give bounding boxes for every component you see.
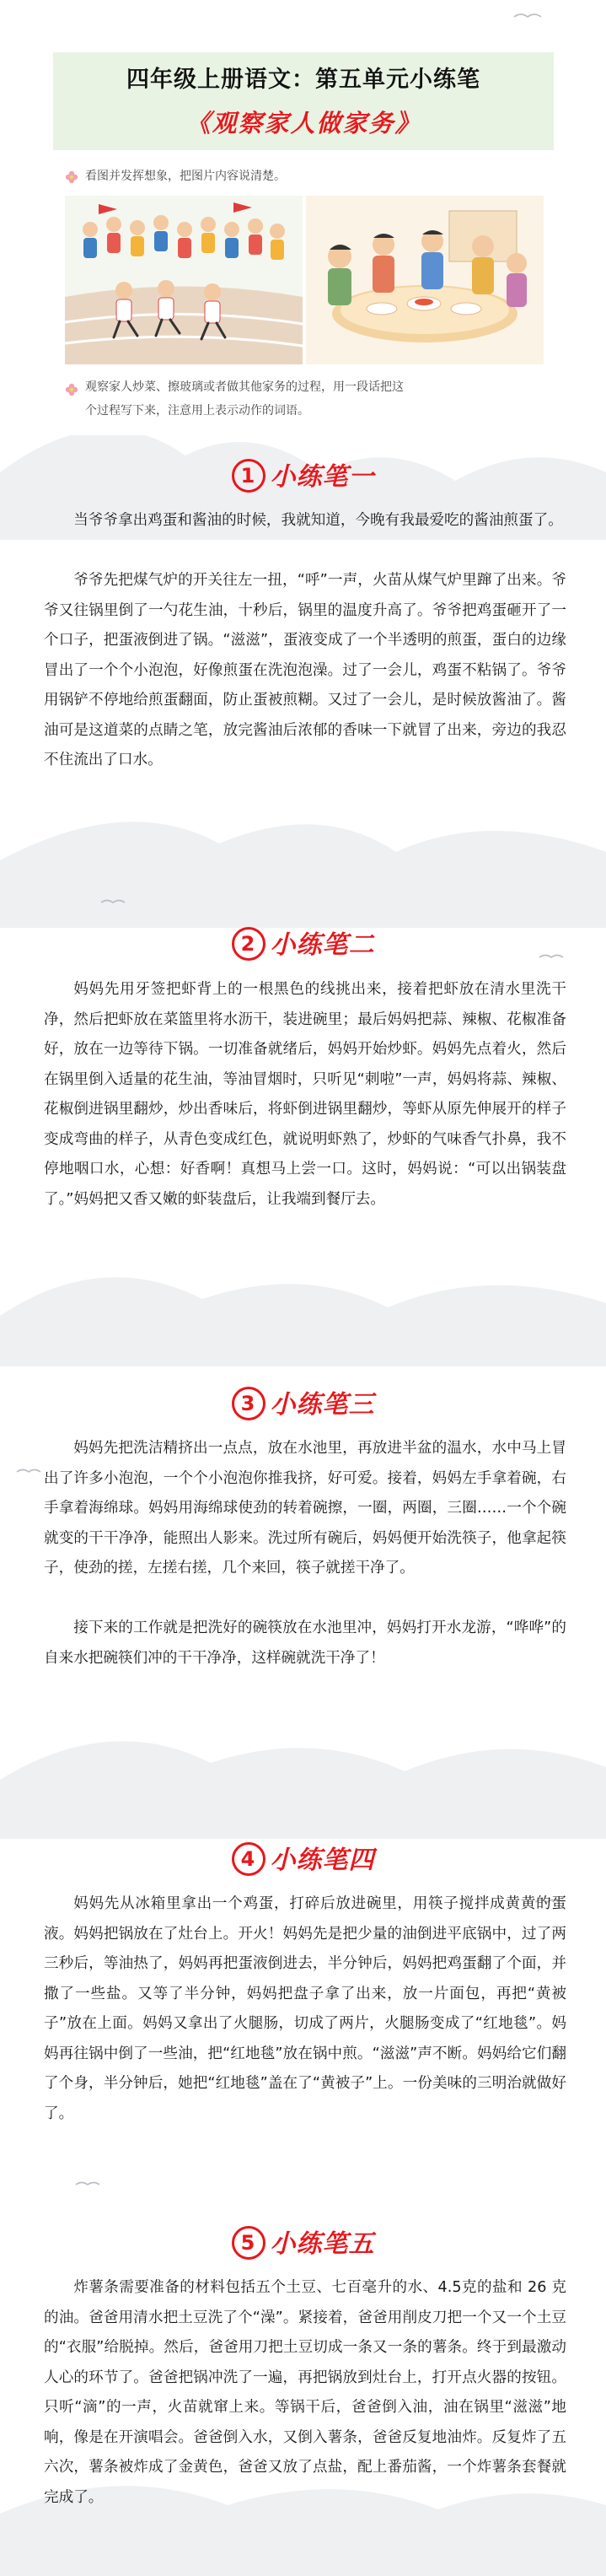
page-title: 四年级上册语文：第五单元小练笔 [126,67,480,93]
section-number-badge: 5 [232,2226,265,2260]
flower-bullet-icon [65,383,78,396]
paragraph: 妈妈先从冰箱里拿出一个鸡蛋，打碎后放进碗里，用筷子搅拌成黄黄的蛋液。妈妈把锅放在了灶台上。开火！妈妈先是把少量的油倒进平底锅中，过了两三秒后，等油热了，妈妈再把蛋液倒进去，半分钟后，妈妈把鸡蛋翻了个面，并撒了一些盐。又等了半分钟，妈妈把盘子拿了出来，放一片面包，再把“黄被子”放在上面。妈妈又拿出了火腿肠，切成了两片，火腿肠变成了“红地毯”。妈妈再往锅中倒了一些油，把“红地毯”放在锅中煎。“滋滋”声不断。妈妈给它们翻了个身，半分钟后，她把“红地毯”盖在了“黄被子”上。一份美味的三明治就做好了。 [44,1895,566,2122]
section-label: 小练笔一 [270,462,375,492]
section-heading-5 [0,2223,606,2260]
section-heading-3 [0,1383,606,1420]
section-heading-4 [0,1839,606,1876]
textbook-excerpt [53,159,554,435]
section-label: 小练笔四 [270,1846,375,1875]
section-label: 小练笔二 [270,930,375,960]
illustration-family-dinner [306,196,544,364]
paragraph: 妈妈先把洗洁精挤出一点点，放在水池里，再放进半盆的温水，水中马上冒出了许多小泡泡，一个个小泡泡你推我挤，好可爱。接着，妈妈左手拿着碗，右手拿着海绵球。妈妈用海绵球使劲的转着碗擦，一圈，两圈，三圈……一个个碗就变的干干净净，能照出人影来。洗过所有碗后，妈妈便开始洗筷子，他拿起筷子，使劲的搓，左搓右搓，几个来回，筷子就搓干净了。 [44,1440,566,1576]
textbook-prompt-2-line-2: 个过程写下来，注意用上表示动作的词语。 [85,404,309,418]
flower-bullet-icon [65,170,78,184]
paragraph: 当爷爷拿出鸡蛋和酱油的时候，我就知道，今晚有我最爱吃的酱油煎蛋了。 [73,512,563,529]
section-heading-2 [0,924,606,961]
paragraph: 爷爷先把煤气炉的开关往左一扭，“呼”一声，火苗从煤气炉里蹿了出来。爷爷又往锅里倒了一勺花生油，十秒后，锅里的温度升高了。爷爷把鸡蛋砸开了一个口子，把蛋液倒进了锅。“滋滋”，蛋液变成了一个半透明的煎蛋，蛋白的边缘冒出了一个个小泡泡，好像煎蛋在洗泡泡澡。过了一会儿，鸡蛋不粘锅了。爷爷用锅铲不停地给煎蛋翻面，防止蛋被煎糊。又过了一会儿，是时候放酱油了。酱油可是这道菜的点睛之笔，放完酱油后浓郁的香味一下就冒了出来，旁边的我忍不住流出了口水。 [44,572,566,768]
section-heading-1 [0,455,606,493]
paragraph: 接下来的工作就是把洗好的碗筷放在水池里冲，妈妈打开水龙游，“哗哗”的自来水把碗筷们冲的干干净净，这样碗就洗干净了！ [44,1619,566,1667]
section-number-badge: 4 [232,1842,265,1876]
paragraph: 妈妈先用牙签把虾背上的一根黑色的线挑出来，接着把虾放在清水里洗干净，然后把虾放在菜篮里将水沥干，装进碗里；最后妈妈把蒜、辣椒、花椒准备好，放在一边等待下锅。一切准备就绪后，妈妈开始炒虾。妈妈先点着火，然后在锅里倒入适量的花生油，等油冒烟时，只听见“刺啦”一声，妈妈将蒜、辣椒、花椒倒进锅里翻炒，炒出香味后，将虾倒进锅里翻炒，等虾从原先伸展开的样子变成弯曲的样子，从青色变成红色，就说明虾熟了，炒虾的气味香气扑鼻，我不停地咽口水，心想：好香啊！真想马上尝一口。这时，妈妈说：“可以出锅装盘了。”妈妈把又香又嫩的虾装盘后，让我端到餐厅去。 [44,981,566,1208]
page-subtitle: 《观察家人做家务》 [185,109,421,137]
textbook-prompt-1: 看图并发挥想象，把图片内容说清楚。 [85,170,286,183]
section-number-badge: 2 [232,927,265,961]
section-label: 小练笔五 [270,2229,375,2259]
section-number-badge: 3 [232,1387,265,1420]
illustration-relay-race [65,196,303,364]
section-number-badge: 1 [232,459,265,493]
textbook-prompt-2-line-1: 观察家人炒菜、擦玻璃或者做其他家务的过程，用一段话把这 [85,380,404,394]
header-banner [53,52,554,150]
section-label: 小练笔三 [270,1390,375,1420]
paragraph: 炸薯条需要准备的材料包括五个土豆、七百毫升的水、4.5克的盐和 26 克的油。爸爸用清水把土豆洗了个“澡”。紧接着，爸爸用削皮刀把一个又一个土豆的“衣服”给脱掉。然后，爸爸用刀把土豆切成一条又一条的薯条。终于到最激动人心的环节了。爸爸把锅冲洗了一遍，再把锅放到灶台上，打开点火器的按钮。只听“滴”的一声，火苗就窜上来。等锅干后，爸爸倒入油，油在锅里“滋滋”地响，像是在开演唱会。爸爸倒入水，又倒入薯条，爸爸反复地油炸。反复炸了五六次，薯条被炸成了金黄色，爸爸又放了点盐，配上番茄酱，一个炸薯条套餐就完成了。 [44,2279,566,2506]
